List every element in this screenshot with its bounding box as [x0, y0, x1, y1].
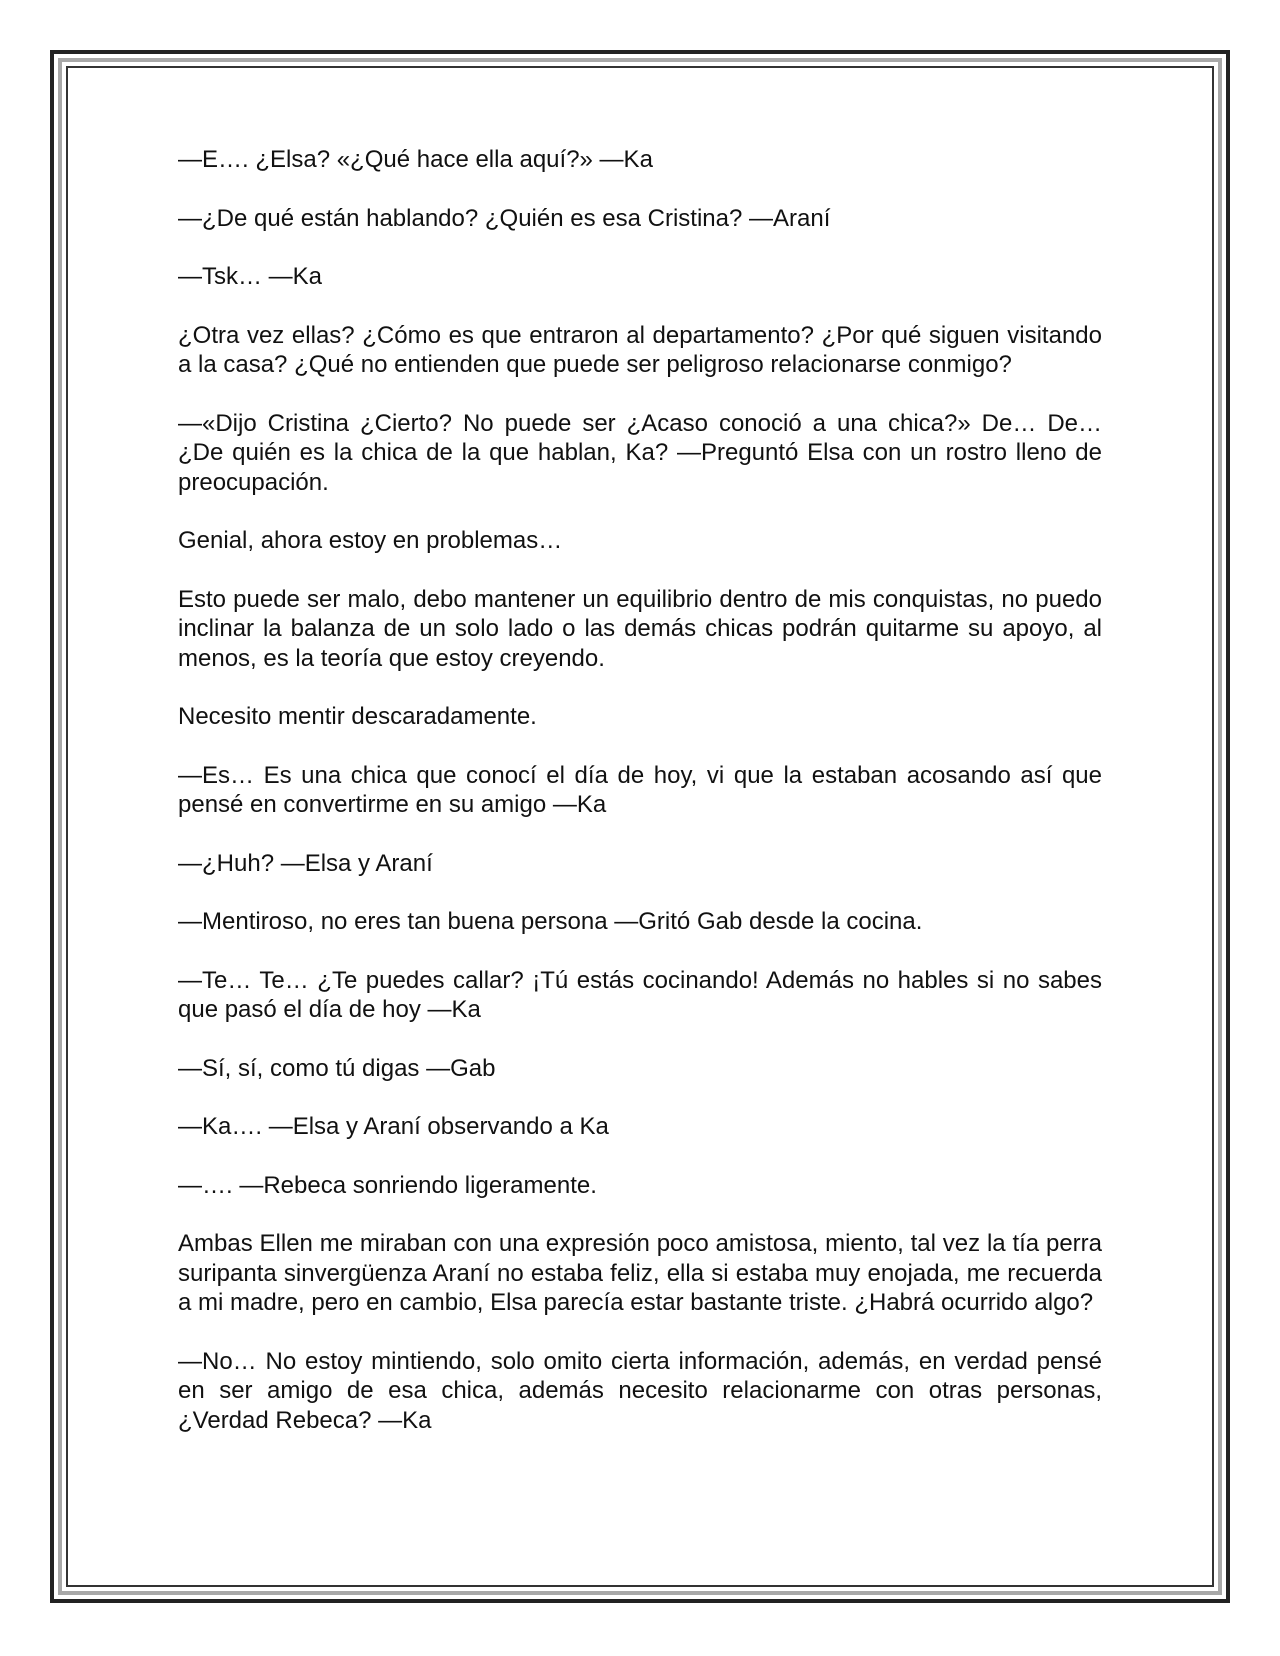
page-body: [178, 145, 1102, 1464]
paragraph-4: ¿Otra vez ellas? ¿Cómo es que entraron al departamento? ¿Por qué siguen visitando a la casa? ¿Qué no entienden que puede ser peligroso relacionarse conmigo?: [178, 321, 1102, 378]
paragraph-13: —Sí, sí, como tú digas —Gab: [178, 1054, 496, 1082]
paragraph-17: —No… No estoy mintiendo, solo omito cierta información, además, en verdad pensé en ser amigo de esa chica, además necesito relacionarme con otras personas, ¿Verdad Rebeca? —Ka: [178, 1347, 1102, 1434]
paragraph-6: Genial, ahora estoy en problemas…: [178, 527, 563, 554]
paragraph-10: —¿Huh? —Elsa y Araní: [178, 849, 433, 877]
paragraph-14: —Ka…. —Elsa y Araní observando a Ka: [178, 1113, 609, 1140]
paragraph-15: —…. —Rebeca sonriendo ligeramente.: [178, 1171, 597, 1199]
paragraph-16: Ambas Ellen me miraban con una expresión poco amistosa, miento, tal vez la tía perra suripanta sinvergüenza Araní no estaba feliz, ella si estaba muy enojada, me recuerda a mi madre, pero en cambio, Elsa parecía estar bastante triste. ¿Habrá ocurrido algo?: [178, 1230, 1102, 1316]
paragraph-3: —Tsk… —Ka: [178, 263, 323, 290]
paragraph-8: Necesito mentir descaradamente.: [178, 703, 537, 730]
paragraph-1: —E…. ¿Elsa? «¿Qué hace ella aquí?» —Ka: [178, 146, 653, 173]
paragraph-12: —Te… Te… ¿Te puedes callar? ¡Tú estás cocinando! Además no hables si no sabes que pasó el día de hoy —Ka: [178, 966, 1102, 1023]
paragraph-9: —Es… Es una chica que conocí el día de hoy, vi que la estaban acosando así que pensé en convertirme en su amigo —Ka: [178, 761, 1102, 818]
paragraph-11: —Mentiroso, no eres tan buena persona —Gritó Gab desde la cocina.: [178, 908, 923, 935]
paragraph-7: Esto puede ser malo, debo mantener un equilibrio dentro de mis conquistas, no puedo inclinar la balanza de un solo lado o las demás chicas podrán quitarme su apoyo, al menos, es la teoría que estoy creyendo.: [178, 585, 1102, 672]
paragraph-5: —«Dijo Cristina ¿Cierto? No puede ser ¿Acaso conoció a una chica?» De… De… ¿De quién es la chica de la que hablan, Ka? —Preguntó Elsa con un rostro lleno de preocupación.: [178, 409, 1102, 496]
paragraph-2: —¿De qué están hablando? ¿Quién es esa Cristina? —Araní: [178, 204, 831, 232]
